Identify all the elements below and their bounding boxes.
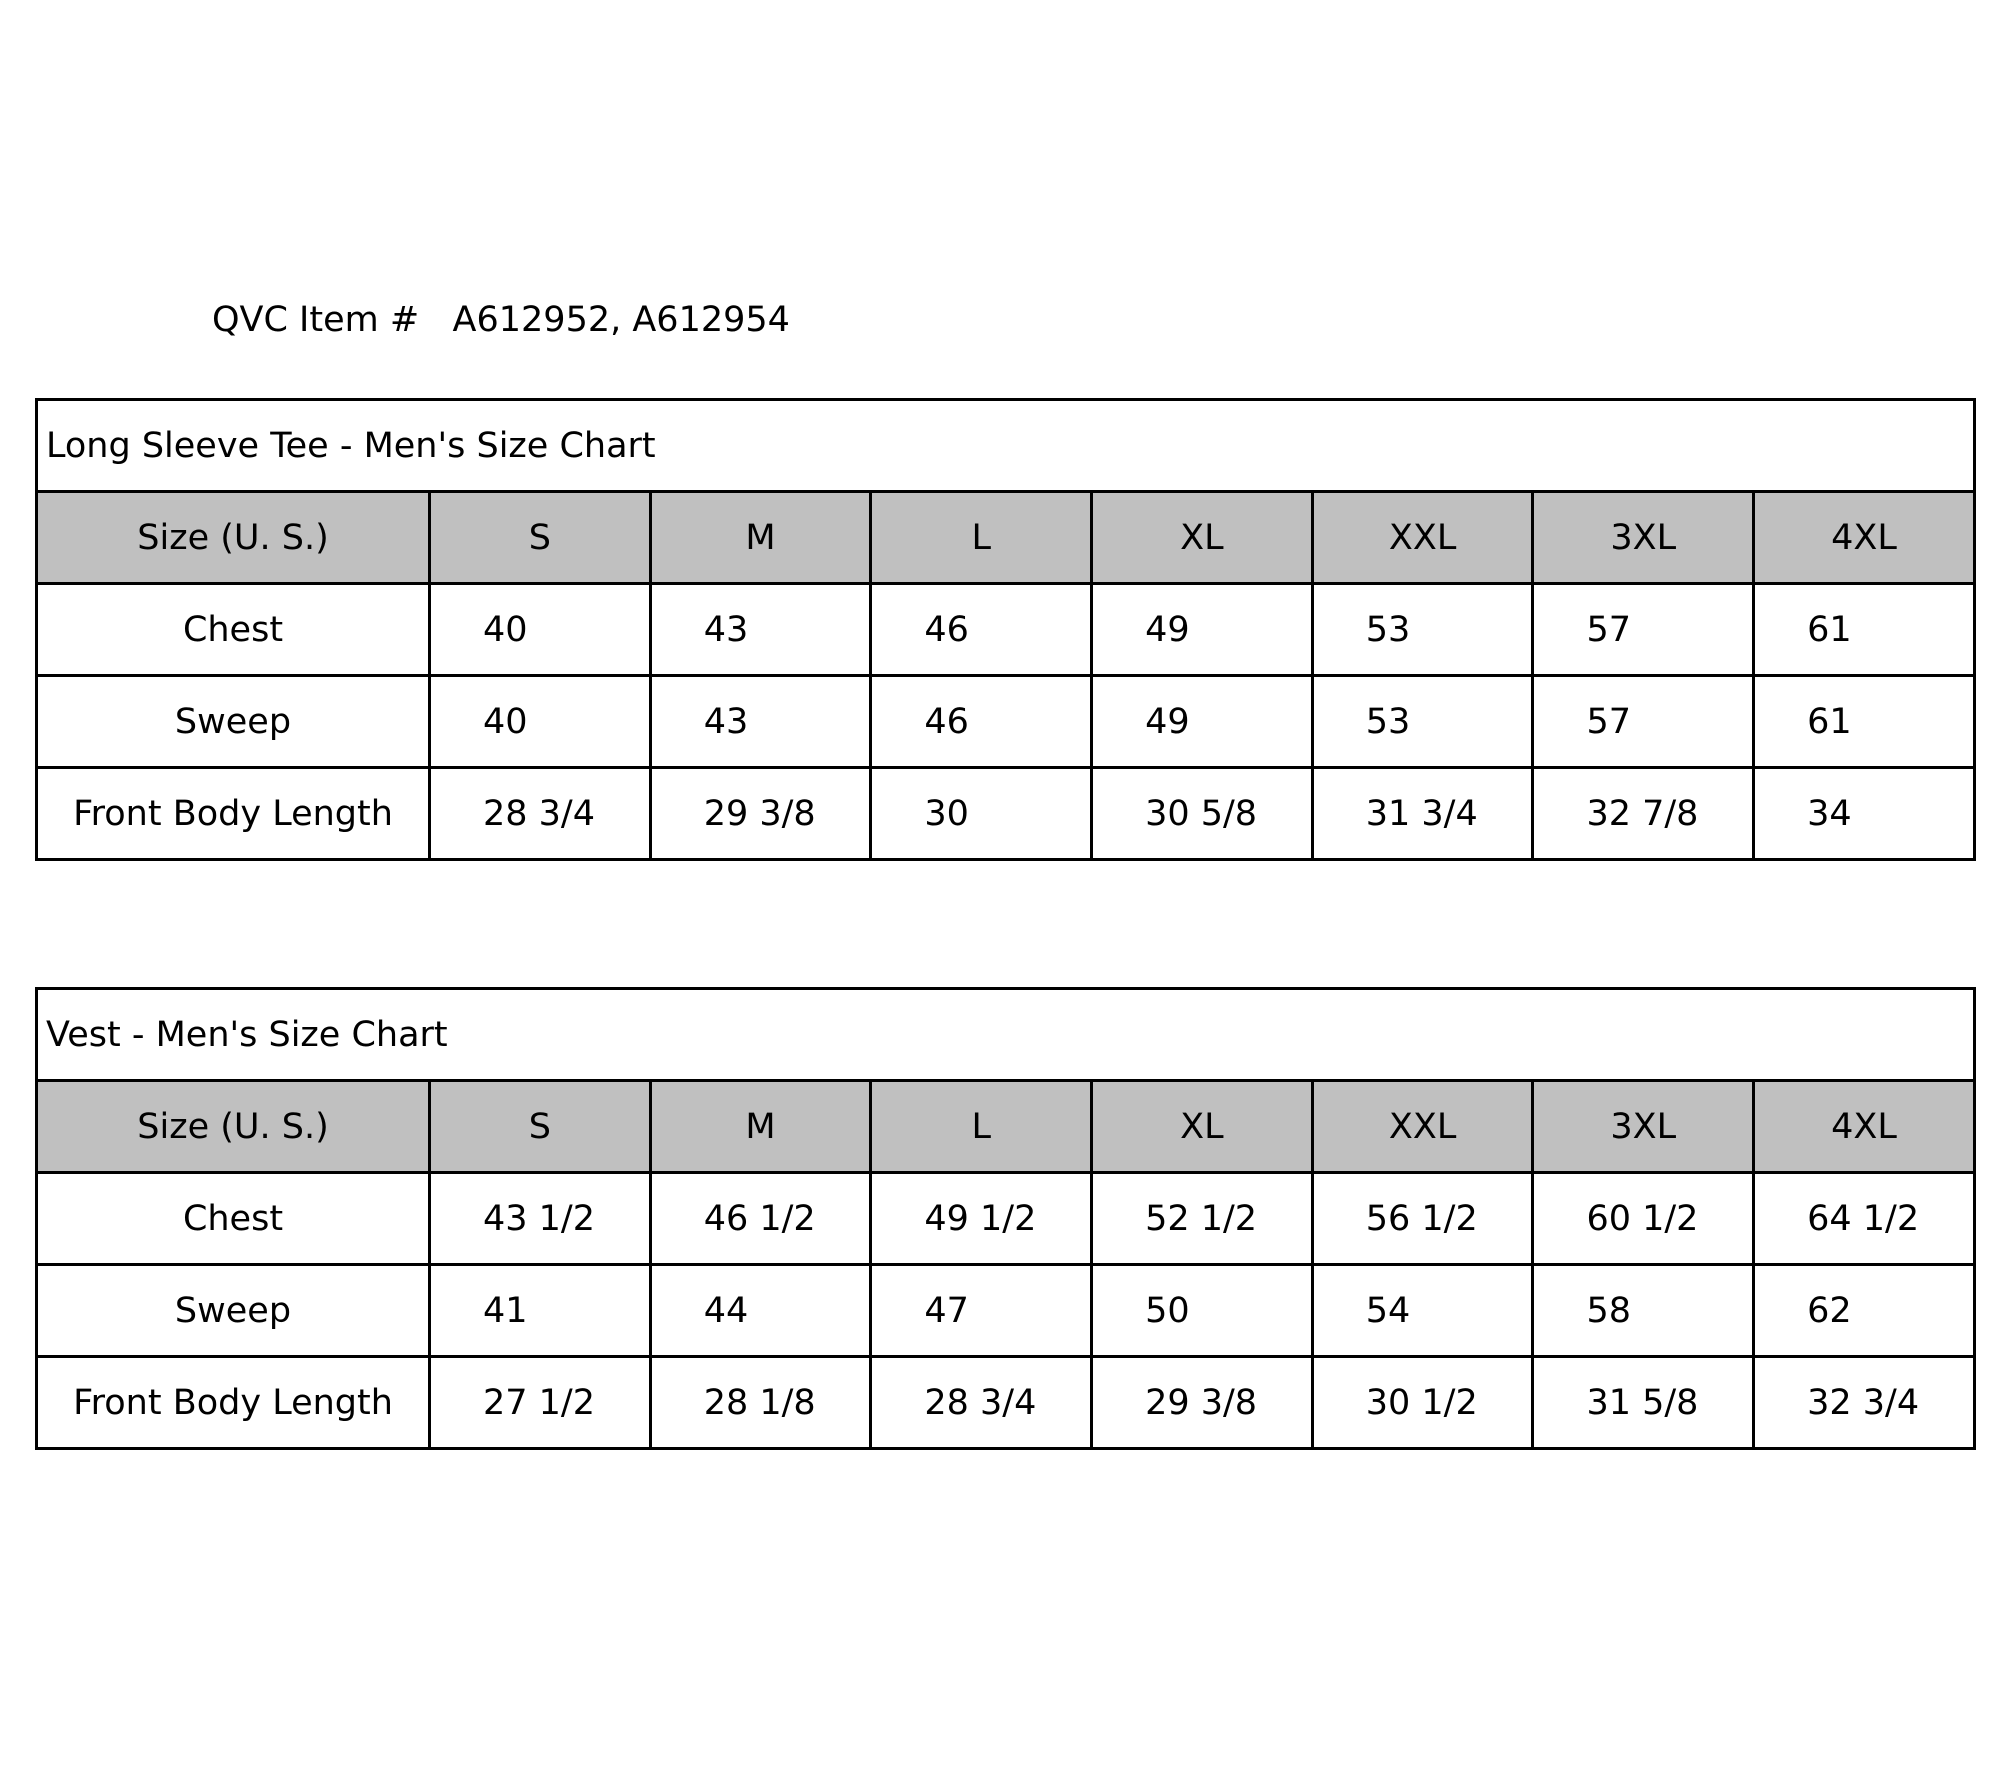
value-cell: 60 1/2 [1533,1173,1754,1265]
value-cell: 41 [430,1265,651,1357]
value-cell: 32 7/8 [1533,768,1754,860]
value-cell: 47 [871,1265,1092,1357]
header-cell: 3XL [1533,492,1754,584]
value-cell: 46 [871,676,1092,768]
header-cell: Size (U. S.) [37,1081,430,1173]
value-cell: 46 [871,584,1092,676]
table-row [37,768,1975,860]
value-cell: 54 [1312,1265,1533,1357]
value-cell: 30 5/8 [1092,768,1313,860]
value-cell: 49 [1092,584,1313,676]
value-cell: 46 1/2 [650,1173,871,1265]
value-cell: 34 [1754,768,1975,860]
value-cell: 28 3/4 [871,1357,1092,1449]
header-cell: XXL [1312,1081,1533,1173]
header-cell: S [430,492,651,584]
value-cell: 62 [1754,1265,1975,1357]
header-cell: 4XL [1754,492,1975,584]
table-title: Vest - Men's Size Chart [37,989,1975,1081]
table-title: Long Sleeve Tee - Men's Size Chart [37,400,1975,492]
row-label: Chest [37,1173,430,1265]
value-cell: 53 [1312,584,1533,676]
value-cell: 29 3/8 [1092,1357,1313,1449]
value-cell: 40 [430,584,651,676]
row-label: Chest [37,584,430,676]
table-title-row [37,989,1975,1081]
value-cell: 58 [1533,1265,1754,1357]
table-row [37,1173,1975,1265]
row-label: Front Body Length [37,768,430,860]
value-cell: 30 1/2 [1312,1357,1533,1449]
value-cell: 49 1/2 [871,1173,1092,1265]
value-cell: 40 [430,676,651,768]
value-cell: 57 [1533,676,1754,768]
value-cell: 28 3/4 [430,768,651,860]
header-cell: XL [1092,492,1313,584]
table-row [37,1357,1975,1449]
table-row [37,676,1975,768]
header-cell: L [871,1081,1092,1173]
header-cell: M [650,492,871,584]
header-cell: L [871,492,1092,584]
header-cell: 3XL [1533,1081,1754,1173]
table-header-row [37,492,1975,584]
long-sleeve-tee-size-table [35,398,1976,861]
value-cell: 31 5/8 [1533,1357,1754,1449]
row-label: Sweep [37,1265,430,1357]
value-cell: 61 [1754,584,1975,676]
value-cell: 27 1/2 [430,1357,651,1449]
table-row [37,1265,1975,1357]
header-cell: XL [1092,1081,1313,1173]
value-cell: 31 3/4 [1312,768,1533,860]
header-cell: XXL [1312,492,1533,584]
value-cell: 43 [650,676,871,768]
table-row [37,584,1975,676]
header-cell: M [650,1081,871,1173]
value-cell: 30 [871,768,1092,860]
value-cell: 29 3/8 [650,768,871,860]
value-cell: 28 1/8 [650,1357,871,1449]
value-cell: 56 1/2 [1312,1173,1533,1265]
value-cell: 43 [650,584,871,676]
vest-size-table [35,987,1976,1450]
row-label: Front Body Length [37,1357,430,1449]
header-cell: Size (U. S.) [37,492,430,584]
header-cell: S [430,1081,651,1173]
value-cell: 64 1/2 [1754,1173,1975,1265]
value-cell: 49 [1092,676,1313,768]
table-title-row [37,400,1975,492]
value-cell: 61 [1754,676,1975,768]
value-cell: 53 [1312,676,1533,768]
value-cell: 44 [650,1265,871,1357]
value-cell: 50 [1092,1265,1313,1357]
row-label: Sweep [37,676,430,768]
value-cell: 57 [1533,584,1754,676]
value-cell: 52 1/2 [1092,1173,1313,1265]
header-cell: 4XL [1754,1081,1975,1173]
value-cell: 43 1/2 [430,1173,651,1265]
qvc-item-number: QVC Item # A612952, A612954 [212,300,790,340]
table-header-row [37,1081,1975,1173]
value-cell: 32 3/4 [1754,1357,1975,1449]
